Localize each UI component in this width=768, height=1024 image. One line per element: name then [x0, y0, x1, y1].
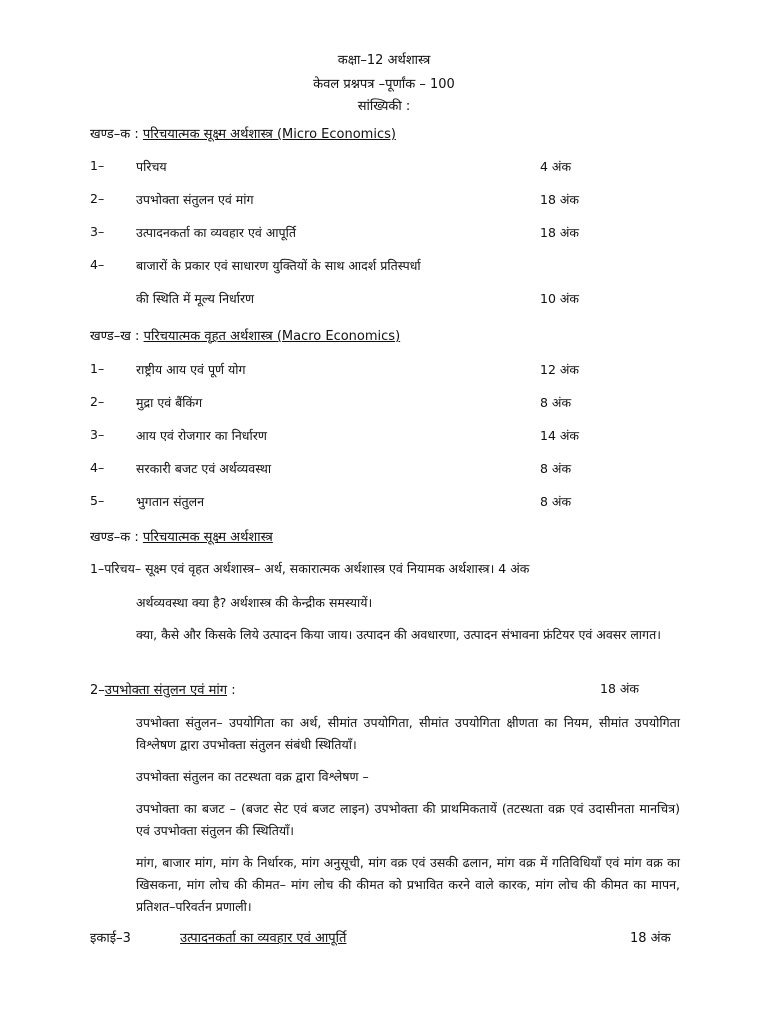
unit-2-paragraph-4: मांग, बाजार मांग, मांग के निर्धारक, मांग अनुसूची, मांग वक्र एवं उसकी ढलान, मांग वक्र में गतिविधियाँ एवं मांग वक्र का खिसकना, मांग लोच की कीमत– मांग लोच की कीमत को प्रभावित करने वाले कारक, मांग लोच की कीमत का मापन, प्रतिशत–परिवर्तन प्रणाली।: [136, 855, 680, 914]
section-b-item: [90, 460, 610, 478]
section-a-detail-label: खण्ड–क :: [90, 530, 139, 545]
item-marks: 4 अंक: [540, 159, 572, 174]
item-text: परिचय: [136, 159, 167, 174]
unit-3-marks: 18 अंक: [630, 931, 671, 946]
section-a-detail-title: परिचयात्मक सूक्ष्म अर्थशास्त्र: [142, 530, 273, 545]
intro-paragraph-2: क्या, कैसे और किसके लिये उत्पादन किया जाय। उत्पादन की अवधारणा, उत्पादन संभावना फ्रंटियर एवं अवसर लागत।: [136, 627, 661, 642]
header-statistics: सांख्यिकी :: [357, 99, 411, 114]
section-b-item: [90, 493, 610, 511]
item-text: की स्थिति में मूल्य निर्धारण: [136, 291, 255, 306]
item-number: 4–: [90, 460, 105, 475]
unit-2-paragraph-2: उपभोक्ता संतुलन का तटस्थता वक्र द्वारा विश्लेषण –: [136, 769, 369, 784]
section-a-item: [90, 158, 610, 176]
section-b-item: [90, 361, 610, 379]
item-marks: 8 अंक: [540, 494, 572, 509]
section-b-title: परिचयात्मक वृहत अर्थशास्त्र (Macro Economics): [143, 329, 401, 344]
item-number: 1–: [90, 158, 105, 173]
item-marks: 12 अंक: [540, 362, 580, 377]
unit-2-paragraph-1: उपभोक्ता संतुलन– उपयोगिता का अर्थ, सीमांत उपयोगिता, सीमांत उपयोगिता क्षीणता का नियम, सीमांत उपयोगिता विश्लेषण द्वारा उपभोक्ता संतुलन संबंधी स्थितियाँ।: [136, 715, 680, 752]
section-b-heading: [90, 326, 400, 344]
intro-line: 1–परिचय– सूक्ष्म एवं वृहत अर्थशास्त्र– अर्थ, सकारात्मक अर्थशास्त्र एवं नियामक अर्थशास्त्र। 4 अंक: [90, 561, 530, 576]
section-b-label: खण्ड–ख :: [90, 329, 140, 344]
item-number: 3–: [90, 427, 105, 442]
unit-2-heading: [90, 680, 236, 698]
item-text: उत्पादनकर्ता का व्यवहार एवं आपूर्ति: [136, 225, 297, 240]
item-number: 4–: [90, 257, 105, 272]
item-text: सरकारी बजट एवं अर्थव्यवस्था: [136, 461, 272, 476]
unit-3-label: इकाई–3: [90, 931, 131, 946]
item-text: भुगतान संतुलन: [136, 494, 205, 509]
item-marks: 8 अंक: [540, 461, 572, 476]
section-a-heading: [90, 124, 396, 142]
section-b-item: [90, 427, 610, 445]
unit-2-title: उपभोक्ता संतुलन एवं मांग: [104, 683, 228, 698]
item-marks: 18 अंक: [540, 225, 580, 240]
section-b-item: [90, 394, 610, 412]
item-text: बाजारों के प्रकार एवं साधारण युक्तियों के साथ आदर्श प्रतिस्पर्धा: [136, 258, 421, 273]
unit-3-title: उत्पादनकर्ता का व्यवहार एवं आपूर्ति: [180, 931, 347, 946]
section-a-item: [90, 257, 610, 275]
header-class-subject: कक्षा–12 अर्थशास्त्र: [337, 53, 431, 68]
unit-2-marks: 18 अंक: [600, 681, 640, 696]
header-total-marks: केवल प्रश्नपत्र –पूर्णांक – 100: [313, 77, 455, 92]
section-a-detail-heading: [90, 527, 273, 545]
section-a-title: परिचयात्मक सूक्ष्म अर्थशास्त्र (Micro Economics): [142, 127, 396, 142]
item-number: 2–: [90, 191, 105, 206]
item-text: राष्ट्रीय आय एवं पूर्ण योग: [136, 362, 246, 377]
item-number: 2–: [90, 394, 105, 409]
item-marks: 8 अंक: [540, 395, 572, 410]
item-marks: 18 अंक: [540, 192, 580, 207]
unit-2-label: 2–: [90, 683, 105, 698]
item-text: उपभोक्ता संतुलन एवं मांग: [136, 192, 254, 207]
section-a-item: [90, 191, 610, 209]
section-a-label: खण्ड–क :: [90, 127, 139, 142]
section-a-item: [90, 290, 610, 308]
unit-2-paragraph-3: उपभोक्ता का बजट – (बजट सेट एवं बजट लाइन) उपभोक्ता की प्राथमिकतायें (तटस्थता वक्र एवं उदासीनता मानचित्र) एवं उपभोक्ता संतुलन की स्थितियाँ।: [136, 801, 680, 838]
item-number: 5–: [90, 493, 105, 508]
section-a-item: [90, 224, 610, 242]
item-text: आय एवं रोजगार का निर्धारण: [136, 428, 267, 443]
item-marks: 10 अंक: [540, 291, 580, 306]
item-marks: 14 अंक: [540, 428, 580, 443]
item-text: मुद्रा एवं बैंकिंग: [136, 395, 203, 410]
item-number: 1–: [90, 361, 105, 376]
item-number: 3–: [90, 224, 105, 239]
unit-2-colon: :: [231, 683, 236, 698]
intro-paragraph-1: अर्थव्यवस्था क्या है? अर्थशास्त्र की केन्द्रीक समस्यायें।: [136, 595, 373, 610]
